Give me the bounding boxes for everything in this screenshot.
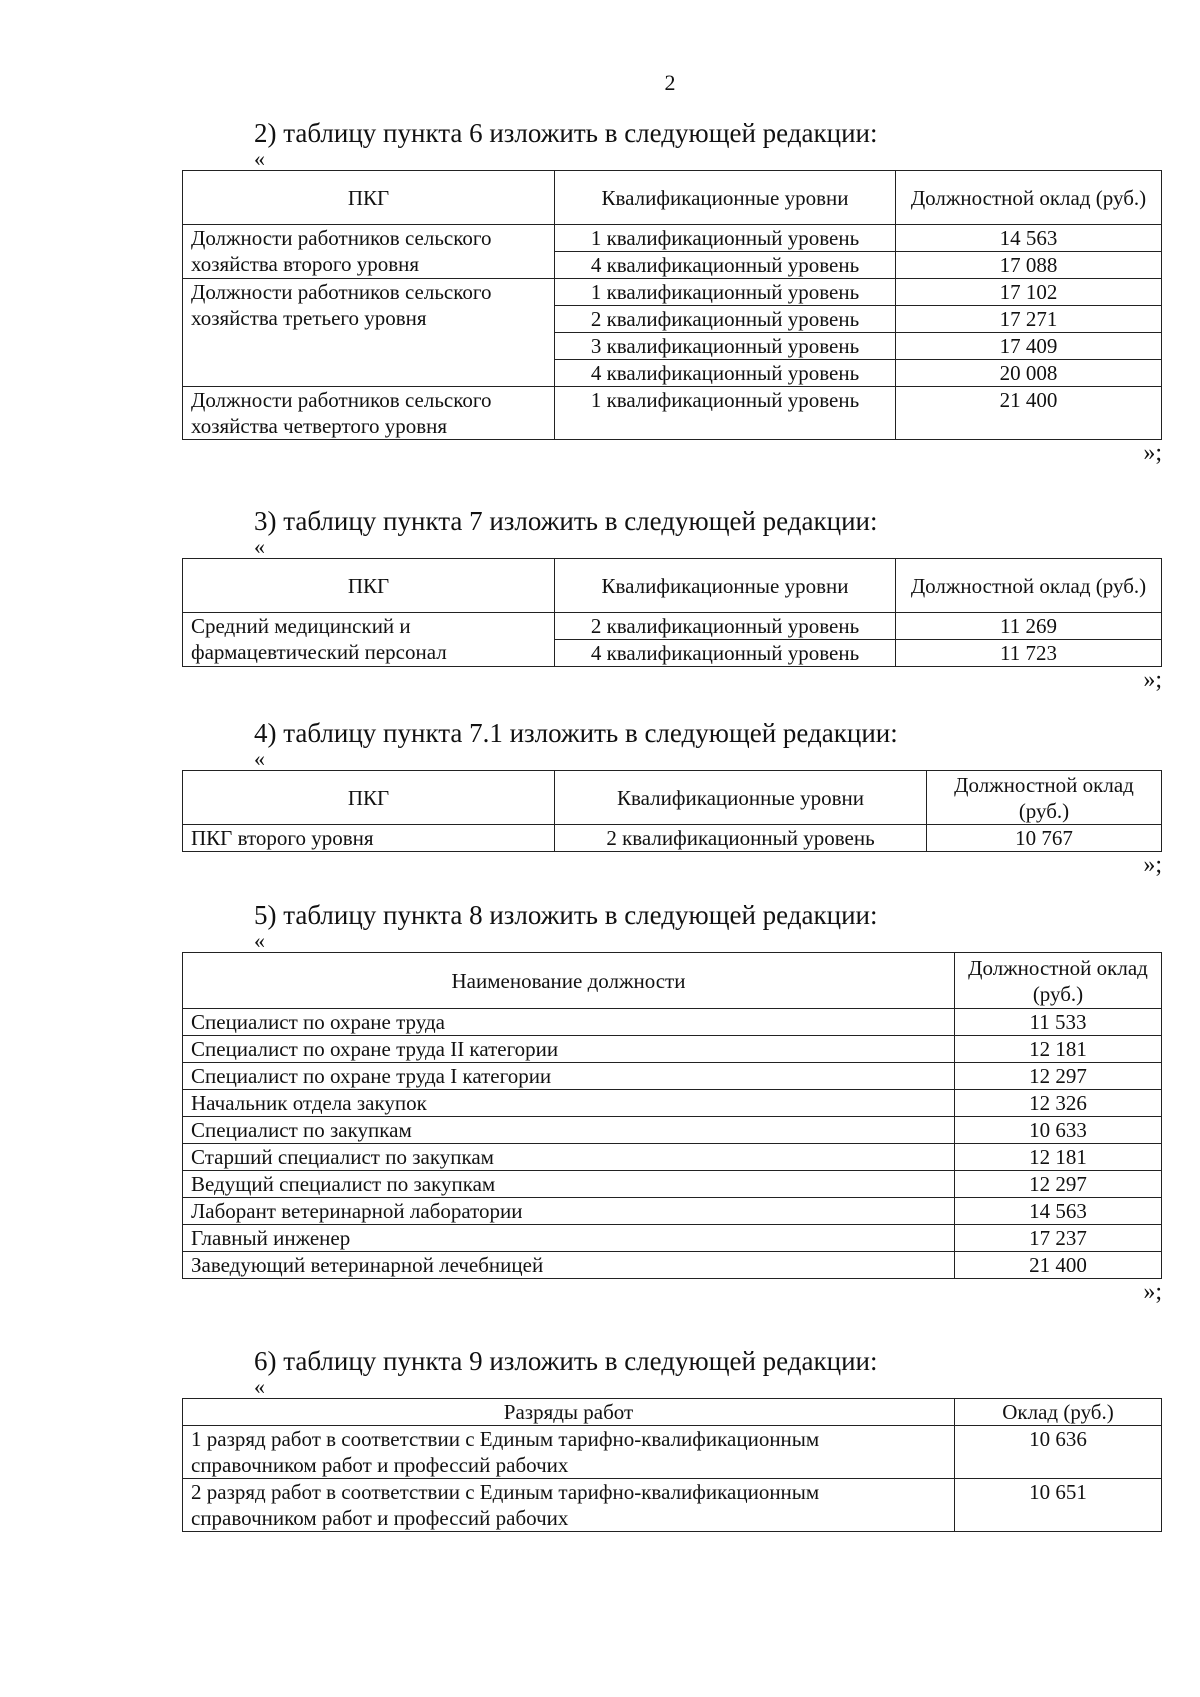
salary-cell: 11 533 xyxy=(955,1009,1162,1036)
header-work-grade: Разряды работ xyxy=(183,1399,955,1426)
level-cell: 1 квалификационный уровень xyxy=(555,387,896,440)
table-row xyxy=(183,225,1162,252)
position-cell: Ведущий специалист по закупкам xyxy=(183,1171,955,1198)
section-6 xyxy=(182,1346,1162,1532)
table-header-row xyxy=(183,953,1162,1009)
table-row xyxy=(183,1252,1162,1279)
salary-cell: 11 723 xyxy=(896,640,1162,667)
section-heading: 4) таблицу пункта 7.1 изложить в следующей редакции: xyxy=(254,718,898,748)
group-name: Должности работников сельского хозяйства второго уровня xyxy=(183,225,555,279)
salary-cell: 10 767 xyxy=(927,825,1162,852)
quote-open: « xyxy=(254,746,265,771)
section-heading: 6) таблицу пункта 9 изложить в следующей редакции: xyxy=(254,1346,878,1376)
table-row xyxy=(183,1063,1162,1090)
header-salary: Оклад (руб.) xyxy=(955,1399,1162,1426)
level-cell: 1 квалификационный уровень xyxy=(555,279,896,306)
page-number: 2 xyxy=(664,70,676,95)
header-pkg: ПКГ xyxy=(183,559,555,613)
section-heading: 2) таблицу пункта 6 изложить в следующей редакции: xyxy=(254,118,878,148)
header-position-name: Наименование должности xyxy=(183,953,955,1009)
table-row xyxy=(183,613,1162,640)
section-3 xyxy=(182,506,1162,695)
table-work-grades xyxy=(182,1398,1162,1532)
level-cell: 2 квалификационный уровень xyxy=(555,825,927,852)
group-name: Должности работников сельского хозяйства четвертого уровня xyxy=(183,387,555,440)
salary-cell: 11 269 xyxy=(896,613,1162,640)
salary-cell: 17 271 xyxy=(896,306,1162,333)
table-row xyxy=(183,1090,1162,1117)
table-row xyxy=(183,825,1162,852)
grade-cell: 2 разряд работ в соответствии с Единым тарифно-квалификационным справочником работ и профессий рабочих xyxy=(183,1479,955,1532)
table-row xyxy=(183,279,1162,306)
salary-cell: 17 102 xyxy=(896,279,1162,306)
table-header-row xyxy=(183,559,1162,613)
level-cell: 2 квалификационный уровень xyxy=(555,613,896,640)
salary-cell: 10 633 xyxy=(955,1117,1162,1144)
salary-cell: 10 651 xyxy=(955,1479,1162,1532)
salary-cell: 17 088 xyxy=(896,252,1162,279)
table-pkg-second-level xyxy=(182,770,1162,852)
table-row xyxy=(183,1117,1162,1144)
table-header-row xyxy=(183,771,1162,825)
position-cell: Специалист по охране труда I категории xyxy=(183,1063,955,1090)
salary-cell: 12 297 xyxy=(955,1063,1162,1090)
header-salary: Должностной оклад (руб.) xyxy=(896,559,1162,613)
header-salary: Должностной оклад (руб.) xyxy=(896,171,1162,225)
salary-cell: 14 563 xyxy=(896,225,1162,252)
salary-cell: 21 400 xyxy=(955,1252,1162,1279)
header-salary: Должностной оклад (руб.) xyxy=(955,953,1162,1009)
header-pkg: ПКГ xyxy=(183,171,555,225)
salary-cell: 10 636 xyxy=(955,1426,1162,1479)
level-cell: 4 квалификационный уровень xyxy=(555,640,896,667)
table-row xyxy=(183,1036,1162,1063)
quote-close: »; xyxy=(1143,1279,1162,1305)
table-row xyxy=(183,387,1162,440)
table-row xyxy=(183,1225,1162,1252)
position-cell: Заведующий ветеринарной лечебницей xyxy=(183,1252,955,1279)
level-cell: 4 квалификационный уровень xyxy=(555,252,896,279)
quote-close: »; xyxy=(1143,667,1162,693)
quote-close: »; xyxy=(1143,852,1162,878)
salary-cell: 21 400 xyxy=(896,387,1162,440)
level-cell: 4 квалификационный уровень xyxy=(555,360,896,387)
position-cell: Начальник отдела закупок xyxy=(183,1090,955,1117)
position-cell: Главный инженер xyxy=(183,1225,955,1252)
table-header-row xyxy=(183,171,1162,225)
header-salary: Должностной оклад (руб.) xyxy=(927,771,1162,825)
salary-cell: 20 008 xyxy=(896,360,1162,387)
section-heading: 3) таблицу пункта 7 изложить в следующей редакции: xyxy=(254,506,878,536)
position-cell: Специалист по охране труда xyxy=(183,1009,955,1036)
grade-cell: 1 разряд работ в соответствии с Единым тарифно-квалификационным справочником работ и профессий рабочих xyxy=(183,1426,955,1479)
group-name: Средний медицинский и фармацевтический персонал xyxy=(183,613,555,667)
section-4 xyxy=(182,718,1162,880)
salary-cell: 12 326 xyxy=(955,1090,1162,1117)
table-pkg-agriculture xyxy=(182,170,1162,440)
section-2 xyxy=(182,118,1162,468)
salary-cell: 14 563 xyxy=(955,1198,1162,1225)
quote-open: « xyxy=(254,928,265,953)
table-header-row xyxy=(183,1399,1162,1426)
position-cell: Специалист по закупкам xyxy=(183,1117,955,1144)
position-cell: Специалист по охране труда II категории xyxy=(183,1036,955,1063)
table-row xyxy=(183,1479,1162,1532)
header-levels: Квалификационные уровни xyxy=(555,771,927,825)
level-cell: 1 квалификационный уровень xyxy=(555,225,896,252)
level-cell: 3 квалификационный уровень xyxy=(555,333,896,360)
salary-cell: 17 237 xyxy=(955,1225,1162,1252)
header-pkg: ПКГ xyxy=(183,771,555,825)
table-row xyxy=(183,1009,1162,1036)
salary-cell: 12 297 xyxy=(955,1171,1162,1198)
salary-cell: 17 409 xyxy=(896,333,1162,360)
position-cell: Лаборант ветеринарной лаборатории xyxy=(183,1198,955,1225)
table-row xyxy=(183,1426,1162,1479)
quote-open: « xyxy=(254,146,265,171)
header-levels: Квалификационные уровни xyxy=(555,171,896,225)
section-heading: 5) таблицу пункта 8 изложить в следующей редакции: xyxy=(254,900,878,930)
section-5 xyxy=(182,900,1162,1307)
table-row xyxy=(183,1198,1162,1225)
level-cell: 2 квалификационный уровень xyxy=(555,306,896,333)
quote-open: « xyxy=(254,534,265,559)
quote-close: »; xyxy=(1143,440,1162,466)
position-cell: Старший специалист по закупкам xyxy=(183,1144,955,1171)
table-row xyxy=(183,1144,1162,1171)
group-name: ПКГ второго уровня xyxy=(183,825,555,852)
table-row xyxy=(183,1171,1162,1198)
salary-cell: 12 181 xyxy=(955,1036,1162,1063)
table-positions xyxy=(182,952,1162,1279)
table-pkg-medical xyxy=(182,558,1162,667)
quote-open: « xyxy=(254,1374,265,1399)
header-levels: Квалификационные уровни xyxy=(555,559,896,613)
salary-cell: 12 181 xyxy=(955,1144,1162,1171)
group-name: Должности работников сельского хозяйства третьего уровня xyxy=(183,279,555,387)
